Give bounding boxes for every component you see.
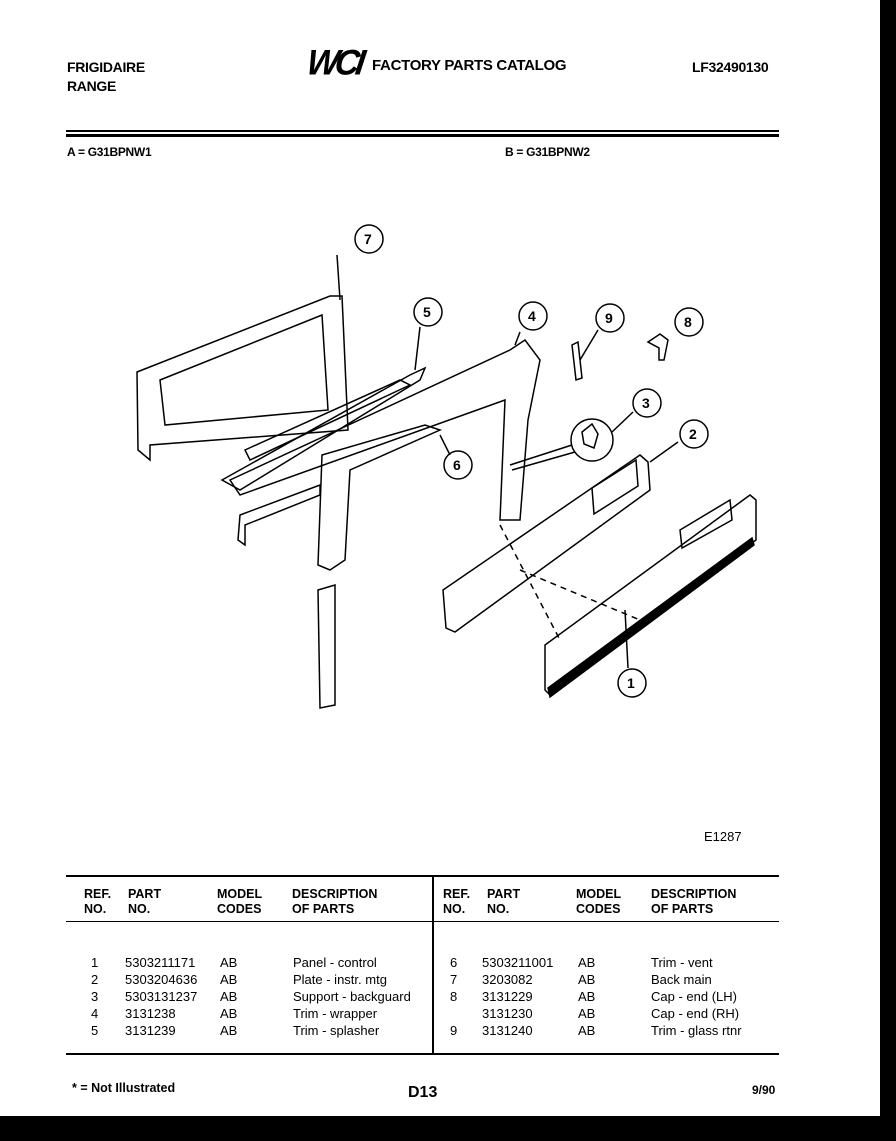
part-ref: 1: [91, 955, 99, 970]
callout-3: 3: [642, 395, 650, 411]
part-trim-wrapper: [230, 332, 540, 520]
model-codes: AB: [578, 1006, 596, 1021]
model-codes: AB: [578, 972, 596, 987]
callout-5: 5: [423, 304, 431, 320]
wci-logo: WCI: [304, 43, 364, 83]
part-ref: 2: [91, 972, 99, 987]
header-ref: REF. NO.: [84, 887, 112, 916]
table-bottom-rule: [66, 1053, 779, 1055]
part-control-panel: [545, 495, 756, 697]
callout-4: 4: [528, 308, 536, 324]
brand: FRIGIDAIRE: [67, 59, 145, 75]
table-top-rule: [66, 875, 779, 877]
model-codes: AB: [578, 1023, 596, 1038]
callout-9: 9: [605, 310, 613, 326]
part-description: Panel - control: [293, 955, 377, 970]
header-part: PART NO.: [128, 887, 162, 916]
part-description: Support - backguard: [293, 989, 411, 1004]
part-ref: 8: [450, 989, 458, 1004]
model-b: B = G31BPNW2: [505, 145, 590, 159]
part-description: Cap - end (LH): [651, 989, 737, 1004]
model-codes: AB: [578, 989, 596, 1004]
part-number: 5303204636: [125, 972, 198, 987]
callout-8: 8: [684, 314, 692, 330]
part-end-cap: [648, 334, 668, 360]
model-a: A = G31BPNW1: [67, 145, 152, 159]
part-description: Trim - wrapper: [293, 1006, 378, 1021]
part-number: 3203082: [482, 972, 533, 987]
part-number: 5303131237: [125, 989, 198, 1004]
not-illustrated-note: * = Not Illustrated: [72, 1081, 176, 1095]
catalog-title: FACTORY PARTS CATALOG: [372, 57, 567, 74]
header-part: PART NO.: [487, 887, 521, 916]
part-number: 5303211001: [482, 955, 554, 970]
part-ref: 7: [450, 972, 458, 987]
header-model: MODEL CODES: [576, 887, 622, 916]
part-ref: 4: [91, 1006, 99, 1021]
model-codes: AB: [220, 1006, 238, 1021]
header-desc: DESCRIPTION OF PARTS: [651, 887, 737, 916]
part-instrument-plate: [443, 442, 678, 640]
model-codes: AB: [578, 955, 596, 970]
product: RANGE: [67, 78, 117, 94]
part-ref: 6: [450, 955, 458, 970]
part-ref: 9: [450, 1023, 458, 1038]
table-header-rule: [66, 921, 779, 922]
model-codes: AB: [220, 1023, 238, 1038]
header-desc: DESCRIPTION OF PARTS: [292, 887, 378, 916]
part-number: 3131238: [125, 1006, 176, 1021]
model-codes: AB: [220, 989, 238, 1004]
catalog-number: LF32490130: [692, 59, 769, 75]
part-number: 5303211171: [125, 955, 196, 970]
figure-code: E1287: [704, 829, 742, 844]
part-ref: 5: [91, 1023, 99, 1038]
model-codes: AB: [220, 955, 238, 970]
part-number: 3131239: [125, 1023, 176, 1038]
part-description: Plate - instr. mtg: [293, 972, 387, 987]
table-divider: [432, 876, 434, 1054]
callout-7: 7: [364, 231, 372, 247]
part-trim-vent: [238, 425, 450, 708]
model-codes: AB: [220, 972, 238, 987]
header-ref: REF. NO.: [443, 887, 471, 916]
part-description: Trim - splasher: [293, 1023, 380, 1038]
header-model: MODEL CODES: [217, 887, 263, 916]
page-number: D13: [408, 1084, 438, 1101]
part-description: Cap - end (RH): [651, 1006, 740, 1021]
callout-2: 2: [689, 426, 697, 442]
part-number: 3131229: [482, 989, 533, 1004]
callout-6: 6: [453, 457, 461, 473]
revision-date: 9/90: [752, 1083, 776, 1097]
callout-1: 1: [627, 675, 635, 691]
part-description: Trim - glass rtnr: [651, 1023, 742, 1038]
part-ref: 3: [91, 989, 99, 1004]
part-trim-glass-retainer: [572, 330, 598, 380]
callout-circles: [355, 225, 708, 697]
part-number: 3131240: [482, 1023, 533, 1038]
part-description: Trim - vent: [651, 955, 713, 970]
part-number: 3131230: [482, 1006, 533, 1021]
part-description: Back main: [651, 972, 712, 987]
